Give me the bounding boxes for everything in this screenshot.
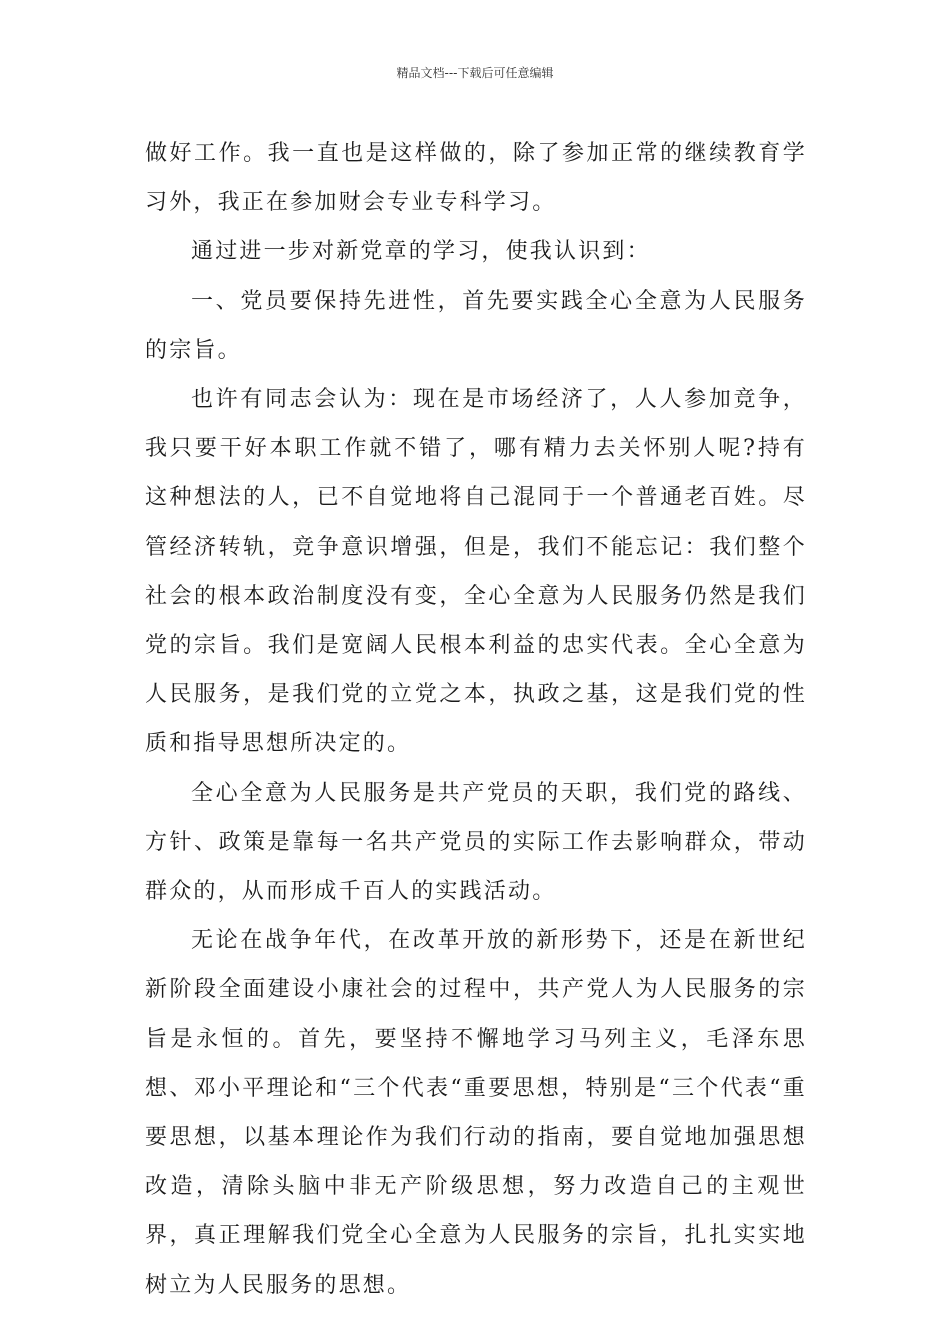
paragraph-intro: 通过进一步对新党章的学习，使我认识到： bbox=[191, 239, 651, 265]
paragraph-point-one: 一、党员要保持先进性，首先要实践全心全意为人民服务的宗旨。 bbox=[145, 288, 807, 363]
paragraph-duty: 全心全意为人民服务是共产党员的天职，我们党的路线、方针、政策是靠每一名共产党员的实际工作去影响群众，带动群众的，从而形成千百人的实践活动。 bbox=[145, 780, 807, 905]
paragraph-continuation: 做好工作。我一直也是这样做的，除了参加正常的继续教育学习外，我正在参加财会专业专科学习。 bbox=[145, 141, 807, 216]
document-body bbox=[145, 129, 807, 1310]
page-header: 精品文档---下载后可任意编辑 bbox=[396, 66, 554, 80]
paragraph-market-economy: 也许有同志会认为：现在是市场经济了，人人参加竞争，我只要干好本职工作就不错了，哪有精力去关怀别人呢?持有这种想法的人，已不自觉地将自己混同于一个普通老百姓。尽管经济转轨，竞争意识增强，但是，我们不能忘记：我们整个社会的根本政治制度没有变，全心全意为人民服务仍然是我们党的宗旨。我们是宽阔人民根本利益的忠实代表。全心全意为人民服务，是我们党的立党之本，执政之基，这是我们党的性质和指导思想所决定的。 bbox=[145, 387, 807, 757]
paragraph-eternal-purpose: 无论在战争年代，在改革开放的新形势下，还是在新世纪新阶段全面建设小康社会的过程中，共产党人为人民服务的宗旨是永恒的。首先，要坚持不懈地学习马列主义，毛泽东思想、邓小平理论和“三个代表“重要思想，特别是“三个代表“重要思想，以基本理论作为我们行动的指南，要自觉地加强思想改造，清除头脑中非无产阶级思想，努力改造自己的主观世界，真正理解我们党全心全意为人民服务的宗旨，扎扎实实地树立为人民服务的思想。 bbox=[145, 928, 807, 1298]
